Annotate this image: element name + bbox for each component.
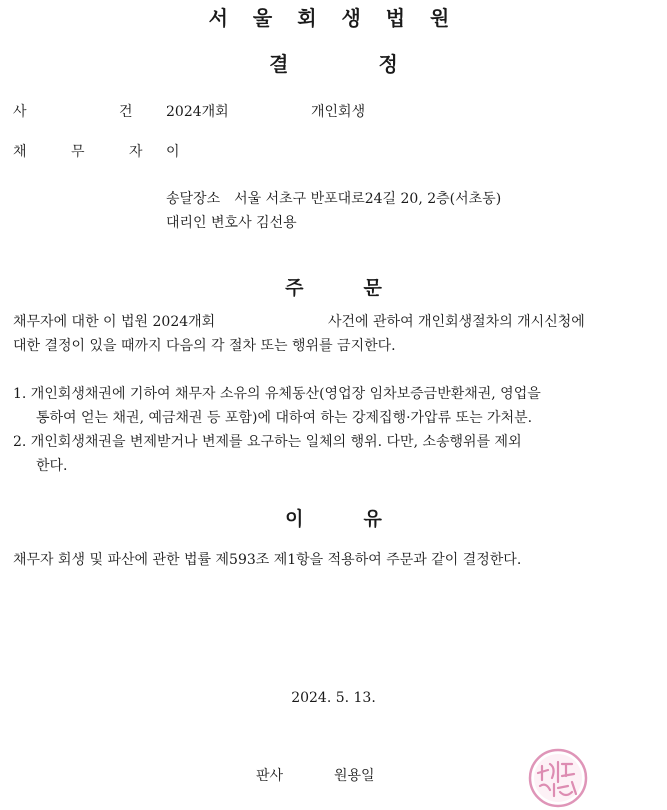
reason-heading	[0, 504, 667, 531]
order-intro-line2: 대한 결정이 있을 때까지 다음의 각 절차 또는 행위를 금지한다.	[13, 338, 396, 354]
reason-heading-left: 이	[285, 508, 304, 530]
reason-text: 채무자 회생 및 파산에 관한 법률 제593조 제1항을 적용하여 주문과 같이 결정한다.	[13, 552, 522, 568]
order-intro-line1-a: 채무자에 대한 이 법원 2024개회	[13, 314, 216, 330]
document-type-title	[0, 48, 667, 77]
case-name: 개인회생	[311, 104, 366, 120]
decision-date: 2024. 5. 13.	[291, 690, 376, 706]
debtor-name: 이	[166, 144, 180, 160]
reason-heading-right: 유	[363, 508, 382, 530]
order-heading-left: 주	[285, 277, 304, 299]
case-label: 사 건	[13, 104, 177, 120]
order-intro-line1-b: 사건에 관하여 개인회생절차의 개시신청에	[328, 314, 585, 330]
order-heading	[0, 273, 667, 300]
service-address: 서울 서초구 반포대로24길 20, 2층(서초동)	[234, 191, 502, 207]
order-item-1-line2: 통하여 얻는 채권, 예금채권 등 포함)에 대하여 하는 강제집행·가압류 또는 가처분.	[36, 410, 533, 426]
order-heading-right: 문	[363, 277, 382, 299]
document-type-right: 정	[378, 52, 398, 76]
judge-title: 판사	[256, 768, 284, 784]
order-item-1-line1: 1. 개인회생채권에 기하여 채무자 소유의 유체동산(영업장 임차보증금반환채권, 영업을	[13, 386, 541, 402]
case-number: 2024개회	[166, 104, 229, 120]
order-item-2-line2: 한다.	[36, 458, 68, 474]
order-item-2-line1: 2. 개인회생채권을 변제받거나 변제를 요구하는 일체의 행위. 다만, 소송행위를 제외	[13, 434, 522, 450]
court-name: 서 울 회 생 법 원	[208, 6, 459, 30]
judge-seal-stamp	[528, 748, 588, 808]
service-address-row	[166, 188, 501, 208]
document-type-left: 결	[269, 52, 289, 76]
judge-name: 원용일	[334, 768, 375, 784]
service-address-label: 송달장소	[166, 191, 221, 207]
debtor-label: 채 무 자	[13, 144, 163, 160]
attorney: 대리인 변호사 김선용	[166, 215, 297, 231]
